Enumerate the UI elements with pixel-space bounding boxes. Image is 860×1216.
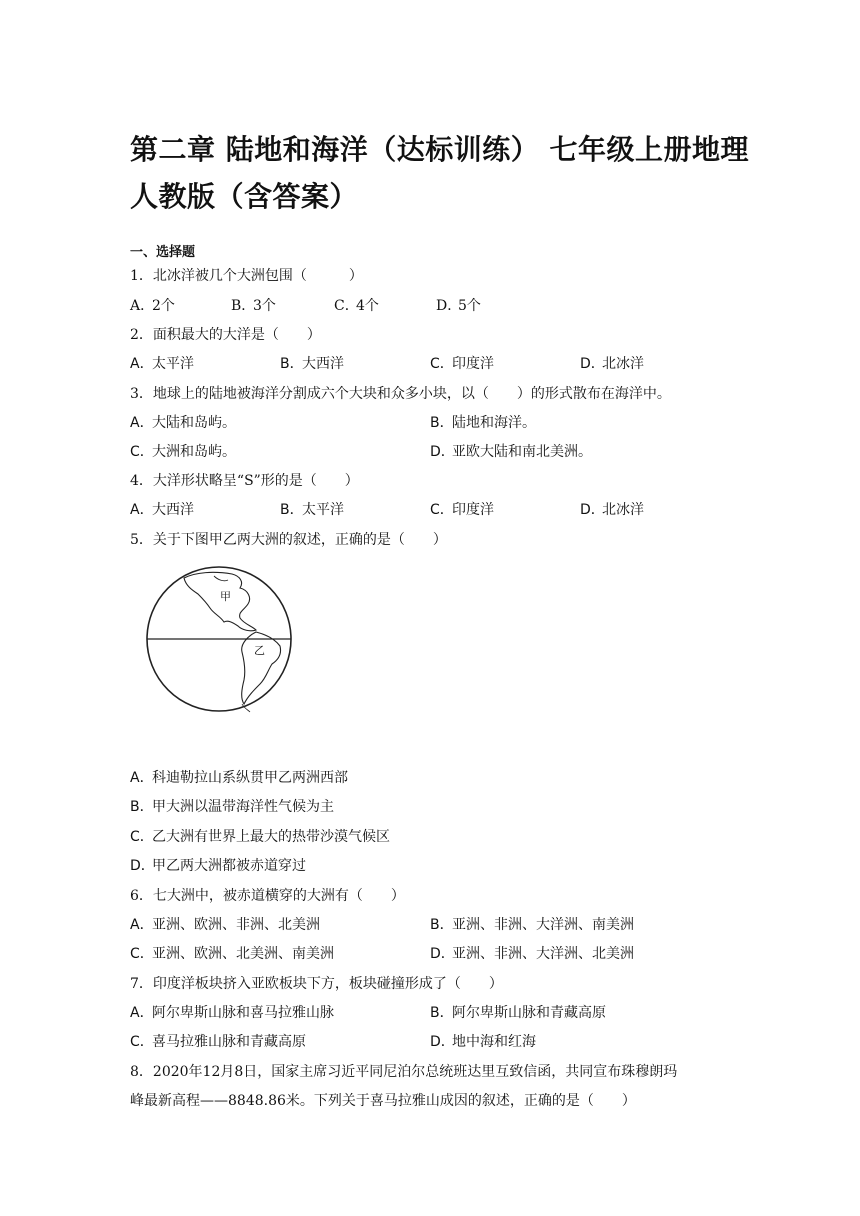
- q6-option-c: C．亚洲、欧洲、北美洲、南美洲: [130, 946, 334, 962]
- q3-option-a: A．大陆和岛屿。: [130, 415, 236, 431]
- q7-option-a: A．阿尔卑斯山脉和喜马拉雅山脉: [130, 1005, 334, 1021]
- page-title: 第二章 陆地和海洋（达标训练） 七年级上册地理人教版（含答案）: [130, 133, 749, 213]
- q6-option-d: D．亚洲、非洲、大洋洲、北美洲: [430, 946, 634, 962]
- q3-option-c: C．大洲和岛屿。: [130, 444, 236, 460]
- q2-option-c: C．印度洋: [430, 356, 494, 372]
- q1-option-a: A．2个: [130, 298, 175, 314]
- q6-option-b: B．亚洲、非洲、大洋洲、南美洲: [430, 917, 634, 933]
- q5-option-c: C．乙大洲有世界上最大的热带沙漠气候区: [130, 829, 390, 845]
- q1-option-d: D．5个: [436, 298, 481, 314]
- globe-figure: [144, 564, 294, 714]
- q5-option-d: D．甲乙两大洲都被赤道穿过: [130, 858, 306, 874]
- q3-option-b: B．陆地和海洋。: [430, 415, 536, 431]
- question-1-stem: 1．北冰洋被几个大洲包围（ ）: [130, 268, 363, 284]
- question-8-stem-line-2: 峰最新高程——8848.86米。下列关于喜马拉雅山成因的叙述，正确的是（ ）: [130, 1093, 636, 1109]
- q4-option-d: D．北冰洋: [580, 502, 644, 518]
- q4-option-b: B．太平洋: [280, 502, 344, 518]
- question-3-stem: 3．地球上的陆地被海洋分割成六个大块和众多小块，以（ ）的形式散布在海洋中。: [130, 386, 671, 402]
- label-yi: 乙: [254, 644, 265, 657]
- question-4-stem: 4．大洋形状略呈“S”形的是（ ）: [130, 473, 359, 489]
- q7-option-c: C．喜马拉雅山脉和青藏高原: [130, 1034, 306, 1050]
- q3-option-d: D．亚欧大陆和南北美洲。: [430, 444, 592, 460]
- question-2-stem: 2．面积最大的大洋是（ ）: [130, 327, 321, 343]
- question-6-stem: 6．七大洲中，被赤道横穿的大洲有（ ）: [130, 888, 405, 904]
- question-8-stem-line-1: 8．2020年12月8日，国家主席习近平同尼泊尔总统班达里互致信函，共同宣布珠穆朗玛: [130, 1064, 678, 1080]
- q5-option-a: A．科迪勒拉山系纵贯甲乙两洲西部: [130, 770, 348, 786]
- q1-option-b: B．3个: [231, 298, 276, 314]
- q4-option-a: A．大西洋: [130, 502, 194, 518]
- q7-option-b: B．阿尔卑斯山脉和青藏高原: [430, 1005, 606, 1021]
- label-jia: 甲: [220, 590, 231, 603]
- q6-option-a: A．亚洲、欧洲、非洲、北美洲: [130, 917, 320, 933]
- question-5-stem: 5．关于下图甲乙两大洲的叙述，正确的是（ ）: [130, 532, 447, 548]
- q5-option-b: B．甲大洲以温带海洋性气候为主: [130, 799, 334, 815]
- q4-option-c: C．印度洋: [430, 502, 494, 518]
- q2-option-a: A．太平洋: [130, 356, 194, 372]
- q7-option-d: D．地中海和红海: [430, 1034, 536, 1050]
- section-heading: 一、选择题: [130, 245, 196, 260]
- q2-option-b: B．大西洋: [280, 356, 344, 372]
- question-7-stem: 7．印度洋板块挤入亚欧板块下方，板块碰撞形成了（ ）: [130, 976, 503, 992]
- q2-option-d: D．北冰洋: [580, 356, 644, 372]
- q1-option-c: C．4个: [334, 298, 379, 314]
